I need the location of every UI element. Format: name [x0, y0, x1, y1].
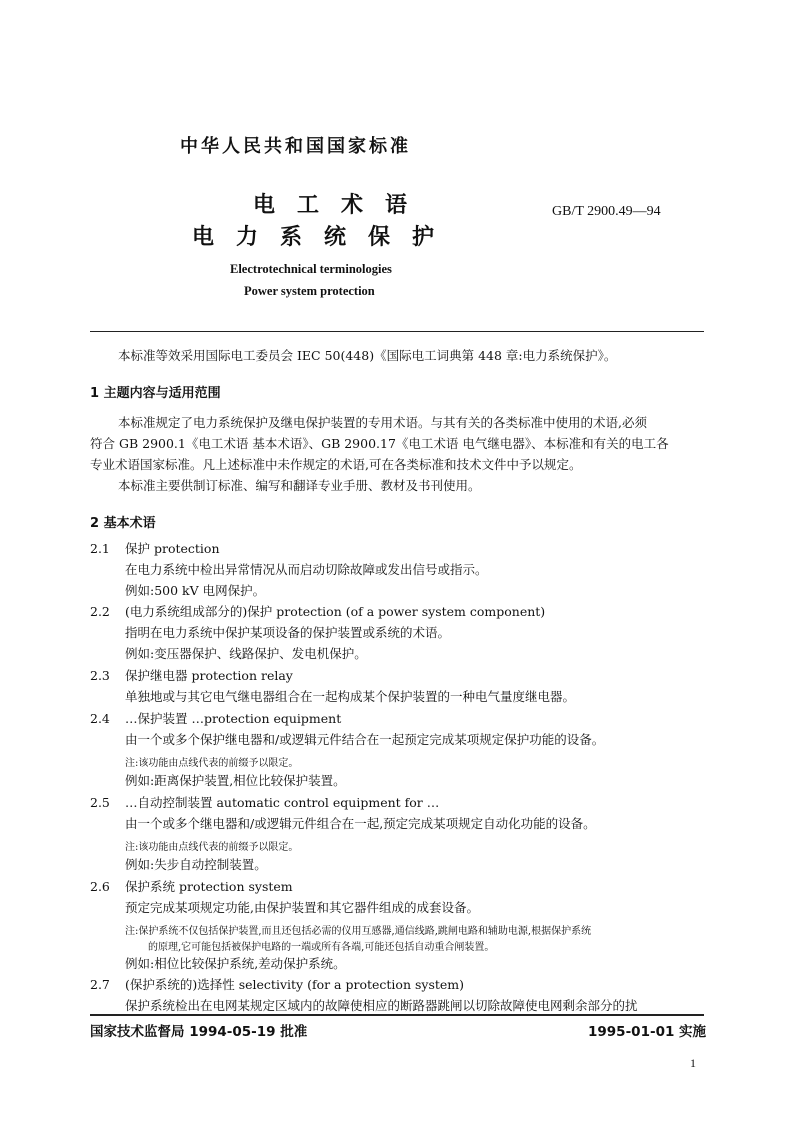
term-title: …保护装置 …protection equipment	[125, 711, 342, 726]
section-1-paragraph-line-3: 专业术语国家标准。凡上述标准中未作规定的术语,可在各类标准和技术文件中予以规定。	[90, 457, 582, 472]
term-note: 注:该功能由点线代表的前缀予以限定。	[125, 758, 299, 769]
term-title: (电力系统组成部分的)保护 protection (of a power system component)	[125, 604, 546, 619]
term-example: 例如:失步自动控制装置。	[125, 857, 267, 872]
term-title: 保护继电器 protection relay	[125, 668, 293, 683]
approval-date: 国家技术监督局 1994-05-19 批准	[90, 1024, 308, 1040]
intro-paragraph: 本标准等效采用国际电工委员会 IEC 50(448)《国际电工词典第 448 章:电力系统保护》。	[118, 348, 617, 363]
english-title-line-2: Power system protection	[244, 284, 375, 298]
term-definition: 在电力系统中检出异常情况从而启动切除故障或发出信号或指示。	[125, 562, 488, 577]
header-divider	[90, 331, 704, 332]
term-title: 保护 protection	[125, 541, 220, 556]
term-example: 例如:变压器保护、线路保护、发电机保护。	[125, 646, 367, 661]
term-example: 例如:距离保护装置,相位比较保护装置。	[125, 773, 346, 788]
english-title-line-1: Electrotechnical terminologies	[230, 262, 392, 276]
standard-type-title: 中华人民共和国国家标准	[180, 136, 411, 157]
term-note-line-2: 的原理,它可能包括被保护电路的一端或所有各端,可能还包括自动重合闸装置。	[148, 942, 495, 953]
section-1-paragraph-2: 本标准主要供制订标准、编写和翻译专业手册、教材及书刊使用。	[118, 478, 481, 493]
standard-number: GB/T 2900.49—94	[552, 204, 661, 219]
term-title: …自动控制装置 automatic control equipment for …	[125, 795, 440, 810]
term-number: 2.5	[90, 795, 110, 810]
term-number: 2.6	[90, 879, 110, 894]
title-line-1: 电工术语	[253, 193, 430, 218]
section-1-paragraph-line-1: 本标准规定了电力系统保护及继电保护装置的专用术语。与其有关的各类标准中使用的术语,必须	[118, 415, 647, 430]
term-number: 2.2	[90, 604, 110, 619]
term-title: (保护系统的)选择性 selectivity (for a protection system)	[125, 977, 465, 992]
page-number: 1	[690, 1056, 696, 1070]
term-number: 2.1	[90, 541, 110, 556]
section-2-heading: 2 基本术语	[90, 516, 156, 531]
term-definition: 指明在电力系统中保护某项设备的保护装置或系统的术语。	[125, 625, 451, 640]
term-note-line-1: 注:保护系统不仅包括保护装置,而且还包括必需的仪用互感器,通信线路,跳闸电路和辅助电源,根据保护系统	[125, 926, 592, 937]
term-definition: 由一个或多个继电器和/或逻辑元件组合在一起,预定完成某项规定自动化功能的设备。	[125, 816, 596, 831]
implementation-date: 1995-01-01 实施	[588, 1024, 707, 1040]
term-number: 2.7	[90, 977, 110, 992]
title-line-2: 电力系统保护	[192, 225, 457, 250]
term-example: 例如:相位比较保护系统,差动保护系统。	[125, 956, 346, 971]
section-1-heading: 1 主题内容与适用范围	[90, 386, 221, 401]
term-example: 例如:500 kV 电网保护。	[125, 583, 266, 598]
term-number: 2.3	[90, 668, 110, 683]
term-definition: 由一个或多个保护继电器和/或逻辑元件结合在一起预定完成某项规定保护功能的设备。	[125, 732, 605, 747]
term-title: 保护系统 protection system	[125, 879, 293, 894]
footer-divider	[90, 1014, 704, 1016]
term-note: 注:该功能由点线代表的前缀予以限定。	[125, 842, 299, 853]
term-number: 2.4	[90, 711, 110, 726]
term-definition: 预定完成某项规定功能,由保护装置和其它器件组成的成套设备。	[125, 900, 479, 915]
term-definition: 单独地或与其它电气继电器组合在一起构成某个保护装置的一种电气量度继电器。	[125, 689, 576, 704]
term-definition: 保护系统检出在电网某规定区域内的故障使相应的断路器跳闸以切除故障使电网剩余部分的扰	[125, 998, 638, 1013]
section-1-paragraph-line-2: 符合 GB 2900.1《电工术语 基本术语》、GB 2900.17《电工术语 电气继电器》、本标准和有关的电工各	[90, 436, 669, 451]
